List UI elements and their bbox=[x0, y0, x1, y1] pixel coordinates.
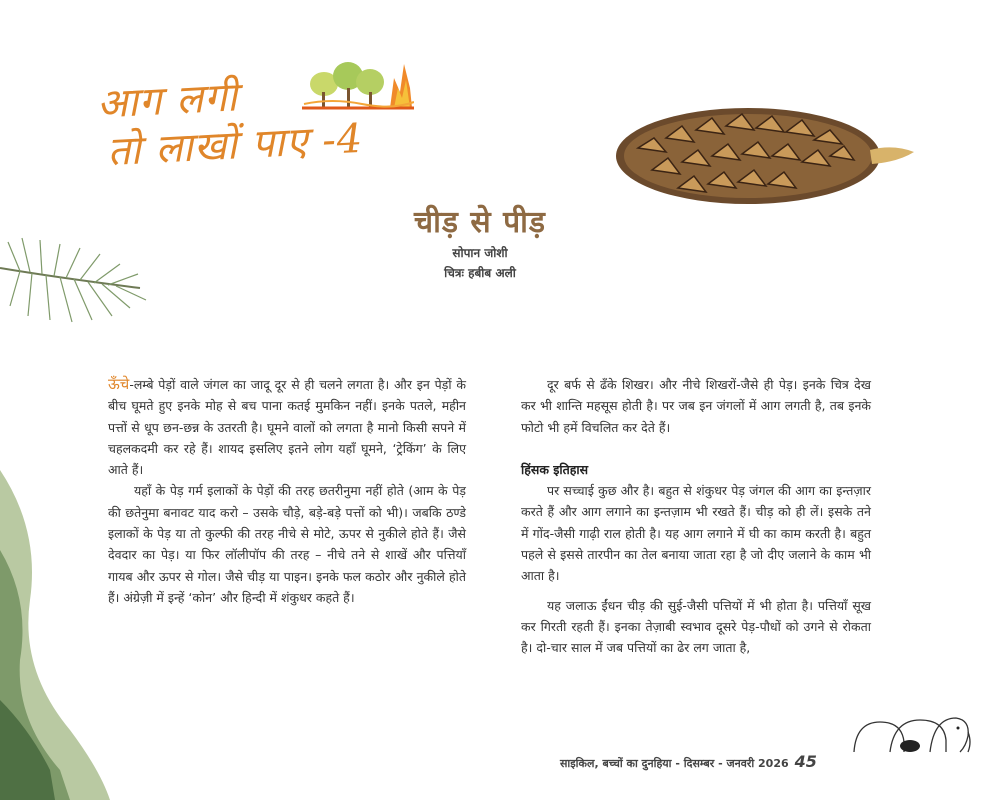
left-column bbox=[108, 374, 466, 608]
paragraph bbox=[108, 374, 466, 480]
illustrator-credit: चित्रः हबीब अली bbox=[444, 266, 516, 280]
elephant-herd-icon bbox=[850, 712, 972, 756]
footer-text: साइकिल, बच्चों का दुनहिया - दिसम्बर - जनवरी 2026 bbox=[560, 757, 789, 770]
pinecone-illustration bbox=[608, 90, 920, 218]
page-footer bbox=[560, 752, 817, 771]
author-name: सोपान जोशी bbox=[452, 246, 508, 260]
section-subheading: हिंसक इतिहास bbox=[521, 461, 589, 477]
paragraph-text: -लम्बे पेड़ों वाले जंगल का जादू दूर से ही चलने लगता है। और इन पेड़ों के बीच घूमते हुए इनके मोह से बच पाना कतई मुमकिन नहीं। इनके पतले, महीन पत्तों से धूप छन-छन्न के उतरती है। घूमने वालों को लगता है मानो किसी सपने में चहलकदमी कर रहे हैं। शायद इसलिए इतने लोग यहाँ घूमने, ‘ट्रेकिंग’ के लिए आते हैं। bbox=[108, 377, 466, 478]
page-number: 45 bbox=[794, 752, 817, 771]
byline bbox=[380, 243, 580, 283]
article-title: चीड़ से पीड़ bbox=[414, 205, 546, 240]
hill-illustration bbox=[0, 470, 110, 800]
forest-fire-illustration bbox=[302, 58, 414, 110]
pine-branch-illustration bbox=[0, 228, 150, 338]
series-title-line2: तो लाखों पाए -4 bbox=[106, 115, 365, 176]
paragraph: यह जलाऊ ईंधन चीड़ की सुई-जैसी पत्तियों में भी होता है। पत्तियाँ सूख कर गिरती रहती हैं। इनका तेज़ाबी स्वभाव दूसरे पेड़-पौधों को उगने से रोकता है। दो-चार साल में जब पत्तियों का ढेर लग जाता है, bbox=[521, 597, 871, 656]
right-column bbox=[521, 374, 871, 659]
paragraph: यहाँ के पेड़ गर्म इलाकों के पेड़ों की तरह छतरीनुमा नहीं होते (आम के पेड़ की छतेनुमा बनावट याद करो – उसके चौड़े, बड़े-बड़े पत्तों को भी)। जबकि ठण्डे इलाकों के पेड़ या तो कुल्फी की तरह नीचे से मोटे, ऊपर से नुकीले होते हैं। जैसे देवदार का पेड़। या फिर लॉलीपॉप की तरह – नीचे तने से शाखें और पत्तियाँ गायब और ऊपर से गोल। जैसे चीड़ या पाइन। इनके फल कठोर और नुकीले होते हैं। अंग्रेज़ी में इन्हें ‘कोन’ और हिन्दी में शंकुधर कहते हैं। bbox=[108, 483, 466, 605]
series-title-line1: आग लगी bbox=[95, 74, 240, 128]
dropcap-word: ऊँचे bbox=[108, 375, 130, 393]
paragraph: दूर बर्फ से ढँके शिखर। और नीचे शिखरों-जैसे ही पेड़। इनके चित्र देख कर भी शान्ति महसूस होती है। पर जब इन जंगलों में आग लगती है, तब इनके फोटो भी हमें विचलित कर देते हैं। bbox=[521, 377, 871, 435]
paragraph: पर सच्चाई कुछ और है। बहुत से शंकुधर पेड़ जंगल की आग का इन्तज़ार करते हैं और आग लगाने का इन्तज़ाम भी रखते हैं। चीड़ को ही लें। इसके तने में गोंद-जैसी गाढ़ी राल होती है। यह आग लगाने में घी का काम करती है। बहुत पहले से इससे तारपीन का तेल बनाया जाता रहा है जो दीए जलाने के काम भी आता है। bbox=[521, 483, 871, 584]
